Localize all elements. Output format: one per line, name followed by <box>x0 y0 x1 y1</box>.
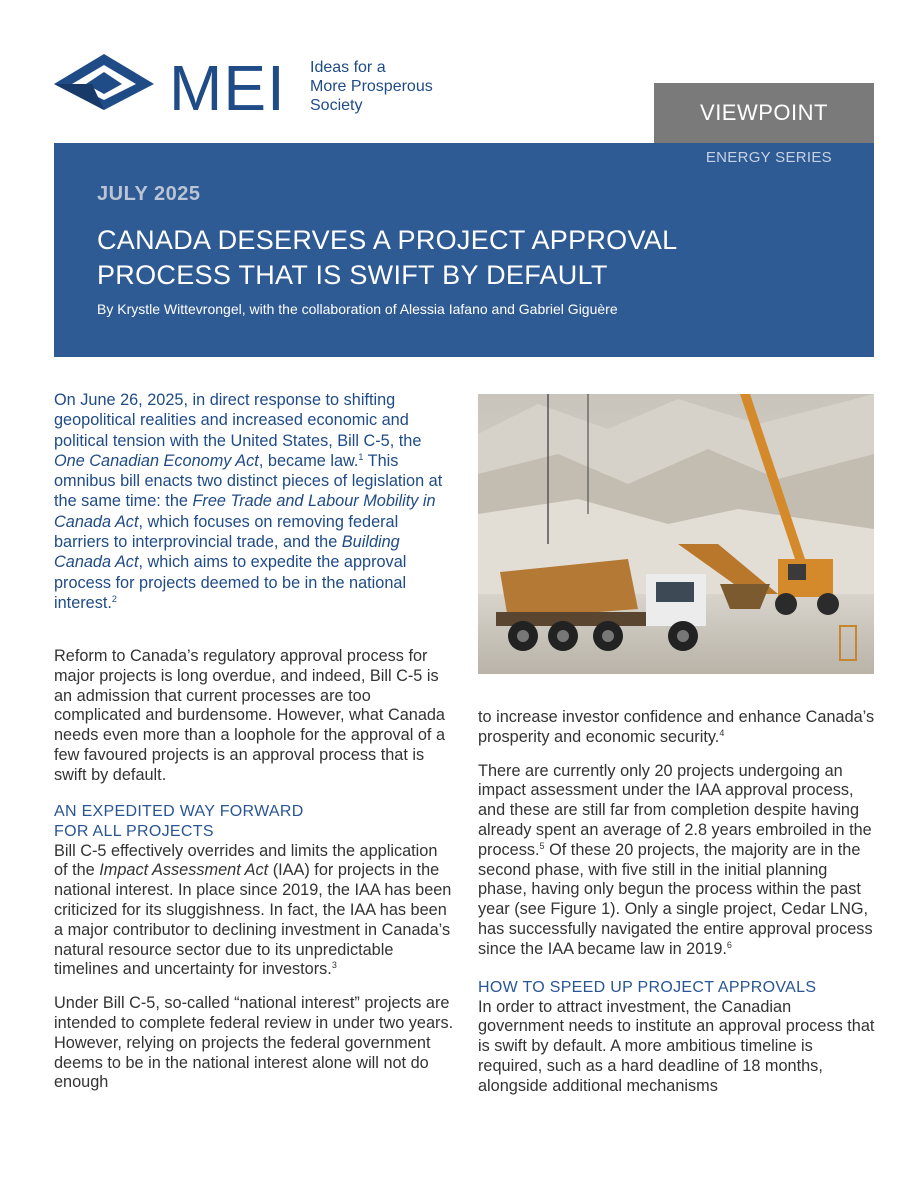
mining-site-photo <box>478 394 874 674</box>
page-title: CANADA DESERVES A PROJECT APPROVAL PROCESS THAT IS SWIFT BY DEFAULT <box>97 225 678 290</box>
byline: By Krystle Wittevrongel, with the collaboration of Alessia Iafano and Gabriel Giguère <box>97 301 618 317</box>
body-paragraph: to increase investor confidence and enhance Canada’s prosperity and economic security.$^4$ <box>478 708 875 746</box>
body-paragraph: Reform to Canada’s regulatory approval process for major projects is long overdue, and indeed, Bill C-5 is an admission that current processes are too complicated and burdensome. However, what Canada needs even more than a loophole for the approval of a few favoured projects is an approval process that is swift by default. <box>54 647 446 784</box>
series-label: ENERGY SERIES <box>705 149 832 166</box>
body-paragraph: In order to attract investment, the Canadian government needs to institute an approval process that is swift by default. A more ambitious timeline is required, such as a hard deadline of 18 months, alongside additional mechanisms <box>478 997 875 1095</box>
body-paragraph: There are currently only 20 projects undergoing an impact assessment under the IAA approval process, and these are still far from completion despite having already spent an average of 2.8 years embroiled in the process.$^5$ Of these 20 projects, the majority are in the second phase, with five still in the initial planning phase, having only begun the process within the past year (see Figure 1). Only a single project, Cedar LNG, has successfully navigated the entire approval process since the IAA became law in 2019.$^6$ <box>478 761 873 958</box>
right-column <box>478 708 876 1097</box>
title-banner <box>54 143 874 357</box>
body-paragraph: Bill C-5 effectively overrides and limits the application of the Impact Assessment Act (IAA) for projects in the national interest. In place since 2019, the IAA has been criticized for its sluggishness. In fact, the IAA has been a major contributor to declining investment in Canada’s natural resource sector due to its unpredictable timelines and uncertainty for investors.$^3$ <box>54 841 452 979</box>
lead-paragraph: On June 26, 2025, in direct response to shifting geopolitical realities and increased economic and political tension with the United States, Bill C-5, the One Canadian Economy Act, became law.$^1$ This omnibus bill enacts two distinct pieces of legislation at the same time: the Free Trade and Labour Mobility in Canada Act, which focuses on removing federal barriers to interprovincial trade, and the Building Canada Act, which aims to expedite the approval process for projects deemed to be in the national interest.$^2$ <box>54 391 443 612</box>
mei-logo <box>52 50 472 130</box>
logo-wordmark: MEI <box>169 52 286 124</box>
viewpoint-label: VIEWPOINT <box>654 83 874 143</box>
publication-date: JULY 2025 <box>97 183 201 205</box>
section-heading: HOW TO SPEED UP PROJECT APPROVALS <box>478 978 817 996</box>
body-paragraph: Under Bill C-5, so-called “national interest” projects are intended to complete federal review in under two years. However, relying on projects the federal government deems to be in the national interest alone will not do enough <box>54 994 454 1092</box>
logo-tagline: Ideas for a More Prosperous Society <box>310 59 433 114</box>
diamond-logo-icon <box>52 50 156 110</box>
section-heading: AN EXPEDITED WAY FORWARD FOR ALL PROJECTS <box>54 802 304 840</box>
left-column <box>54 647 454 1093</box>
